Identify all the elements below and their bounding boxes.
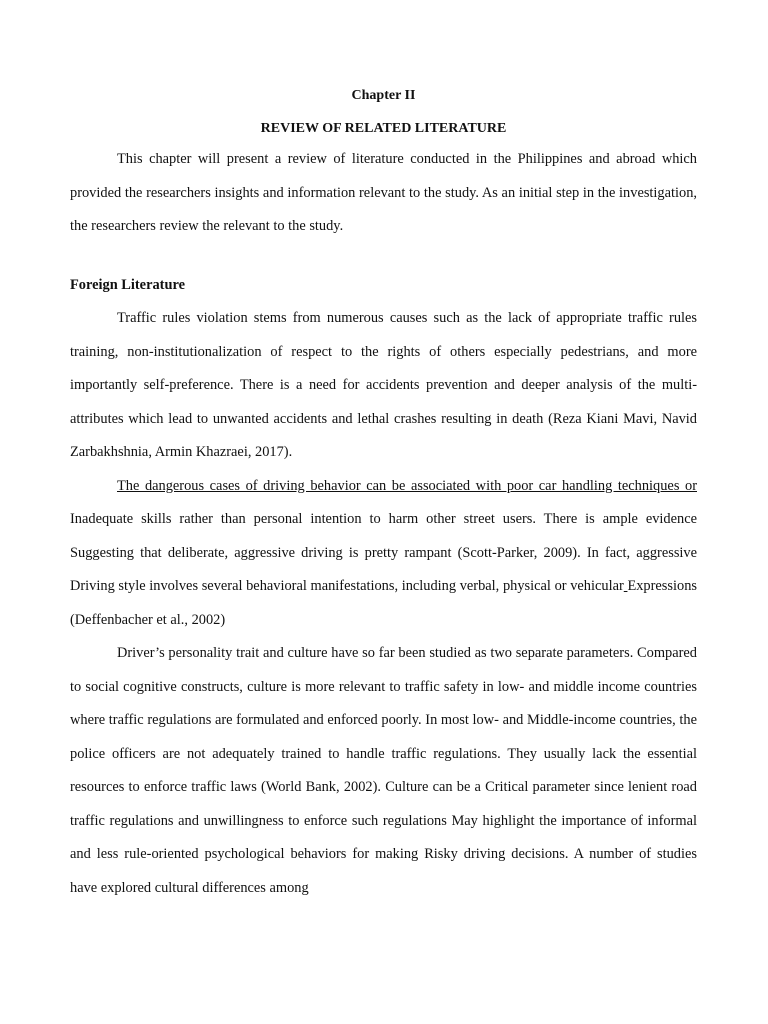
paragraph-driving-behavior <box>70 470 697 638</box>
paragraph-text: Expressions (Deffenbacher et al., 2002) <box>70 578 697 628</box>
intro-paragraph: This chapter will present a review of literature conducted in the Philippines and abroad which provided the researchers insights and information relevant to the study. As an initial step in the investigation, the researchers review the relevant to the study. <box>70 151 697 234</box>
section-heading: Foreign Literature <box>70 276 185 293</box>
chapter-label: Chapter II <box>351 88 416 103</box>
paragraph-personality-culture: Driver’s personality trait and culture have so far been studied as two separate parameters. Compared to social cognitive constructs, culture is more relevant to traffic safety in low- and middle income countries where traffic regulations are formulated and enforced poorly. In most low- and Middle-income countries, the police officers are not adequately trained to handle traffic regulations. They usually lack the essential resources to enforce traffic laws (World Bank, 2002). Culture can be a Critical parameter since lenient road traffic regulations and unwillingness to enforce such regulations May highlight the importance of informal and less rule-oriented psychological behaviors for making Risky driving decisions. A number of studies have explored cultural differences among <box>70 645 697 896</box>
underlined-text: The dangerous cases of driving behavior can be associated with poor car handling techniques or <box>117 477 697 494</box>
chapter-title: REVIEW OF RELATED LITERATURE <box>260 121 507 136</box>
paragraph-text: Driving style involves several behavioral manifestations, including verbal, physical or vehicular <box>70 578 624 594</box>
paragraph-text: Inadequate skills rather than personal intention to harm other street users. There is ample evidence Suggesting that deliberate, aggressive driving is pretty rampant (Scott-Parker, 2009). In fact, aggressive <box>70 511 697 561</box>
document-page <box>70 86 697 905</box>
paragraph-traffic-violation: Traffic rules violation stems from numerous causes such as the lack of appropriate traffic rules training, non-institutionalization of respect to the rights of others especially pedestrians, and more importantly self-preference. There is a need for accidents prevention and deeper analysis of the multi-attributes which lead to unwanted accidents and lethal crashes resulting in death (Reza Kiani Mavi, Navid Zarbakhshnia, Armin Khazraei, 2017). <box>70 310 697 460</box>
